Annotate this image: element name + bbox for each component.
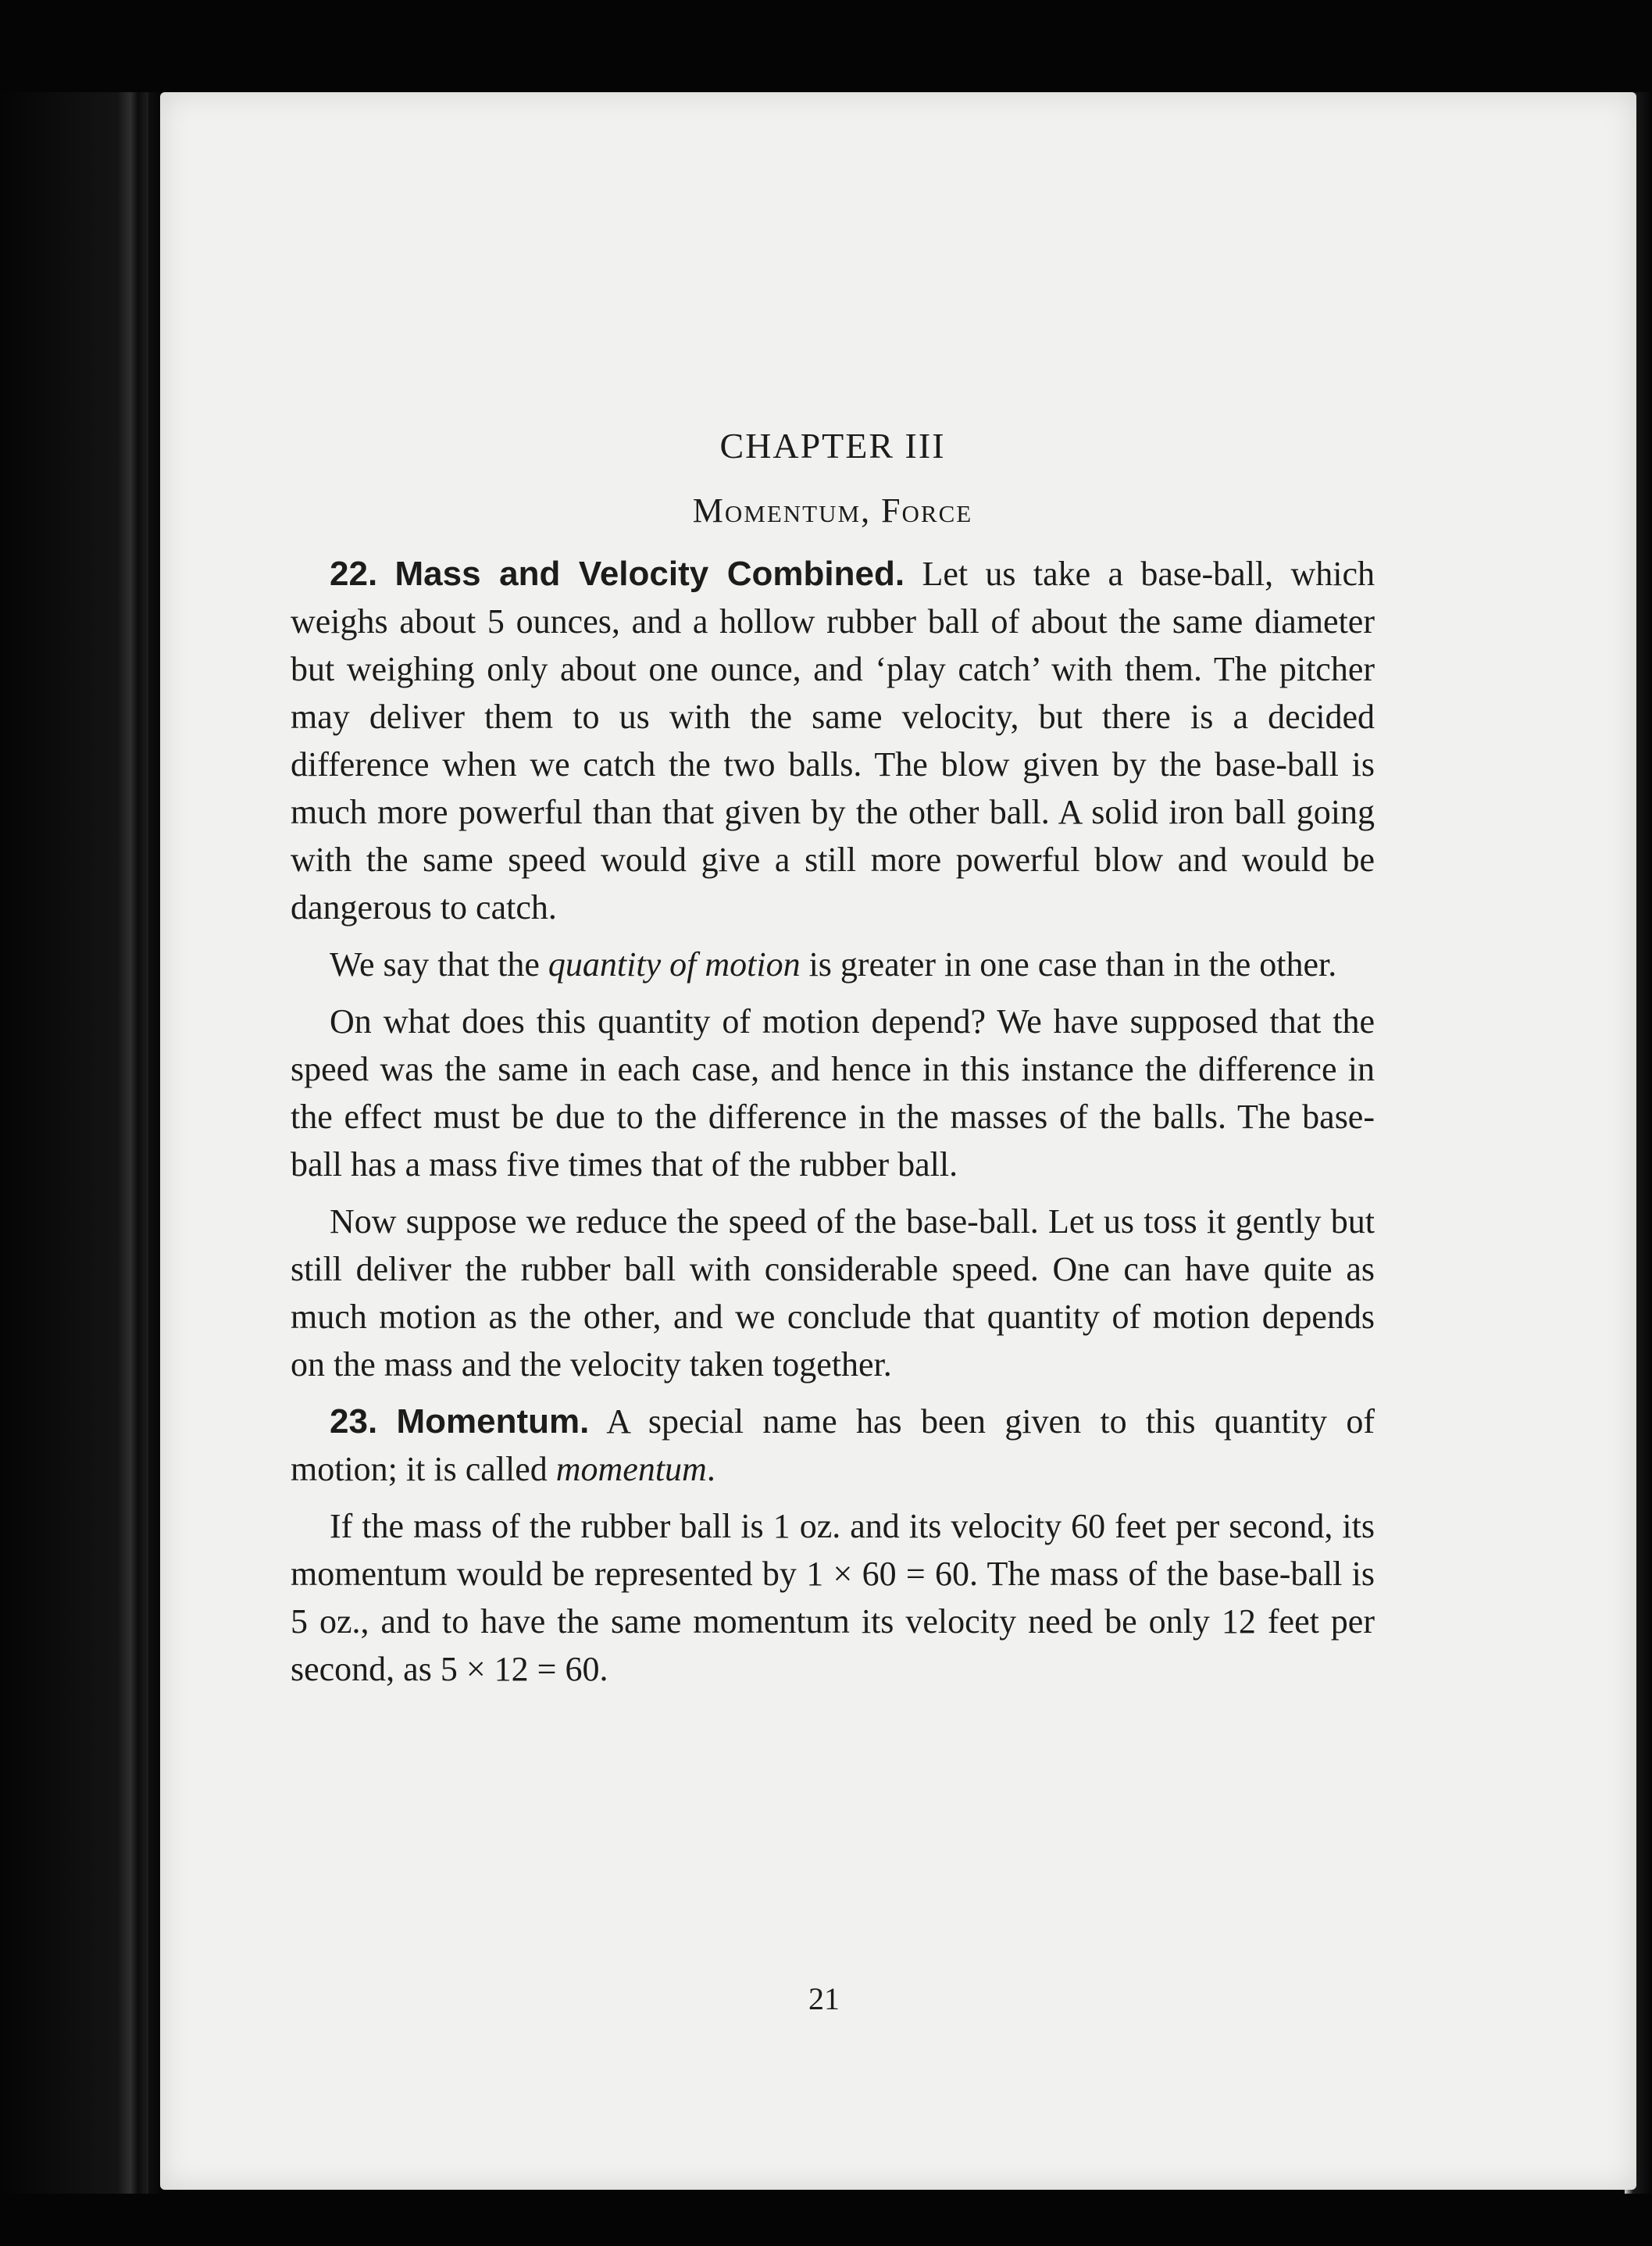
velocity-dependence-paragraph: Now suppose we reduce the speed of the base-ball. Let us toss it gently but still deliver the rubber ball with considerable speed. One can have quite as much motion as the other, and we conclude that quantity of motion depends on the mass and the velocity taken together.	[291, 1202, 1375, 1384]
para2-italic-term: quantity of motion	[548, 945, 801, 984]
chapter-heading: CHAPTER III	[719, 426, 946, 466]
section-22-text: Let us take a base-ball, which weighs about 5 ounces, and a hollow rubber ball of about the same diameter but weighing only about one ounce, and ‘play catch’ with them. The pitcher may deliver them to us with the same velocity, but there is a decided difference when we catch the two balls. The blow given by the base-ball is much more powerful than that given by the other ball. A solid iron ball going with the same speed would give a still more powerful blow and would be dangerous to catch.	[291, 555, 1375, 927]
page-number: 21	[808, 1981, 840, 2016]
section-23-text-after: .	[706, 1450, 715, 1488]
section-23-number: 23.	[330, 1402, 378, 1441]
book-spine	[131, 92, 148, 2194]
section-22-number: 22.	[330, 555, 378, 593]
quantity-of-motion-paragraph	[291, 941, 1375, 988]
section-22-title: Mass and Velocity Combined.	[394, 555, 905, 593]
para2-text-after: is greater in one case than in the other.	[800, 945, 1337, 984]
mass-dependence-paragraph: On what does this quantity of motion depend? We have supposed that the speed was the same in each case, and hence in this instance the difference in the effect must be due to the difference in the masses of the balls. The base-ball has a mass five times that of the rubber ball.	[291, 1002, 1375, 1184]
section-23-paragraph	[291, 1398, 1375, 1493]
section-23-title: Momentum.	[396, 1402, 590, 1441]
section-23-italic-term: momentum	[555, 1450, 707, 1488]
momentum-example-paragraph: If the mass of the rubber ball is 1 oz. and its velocity 60 feet per second, its momentum would be represented by 1 × 60 = 60. The mass of the base-ball is 5 oz., and to have the same momentum its velocity need be only 12 feet per second, as 5 × 12 = 60.	[291, 1507, 1375, 1688]
para2-text-before: We say that the	[330, 945, 548, 984]
section-23-text-before: A special name has been given to this quantity of motion; it is called	[291, 1402, 1375, 1488]
section-22-paragraph	[291, 550, 1375, 931]
page-content	[291, 422, 1375, 1702]
chapter-subtitle: Momentum, Force	[692, 491, 973, 530]
